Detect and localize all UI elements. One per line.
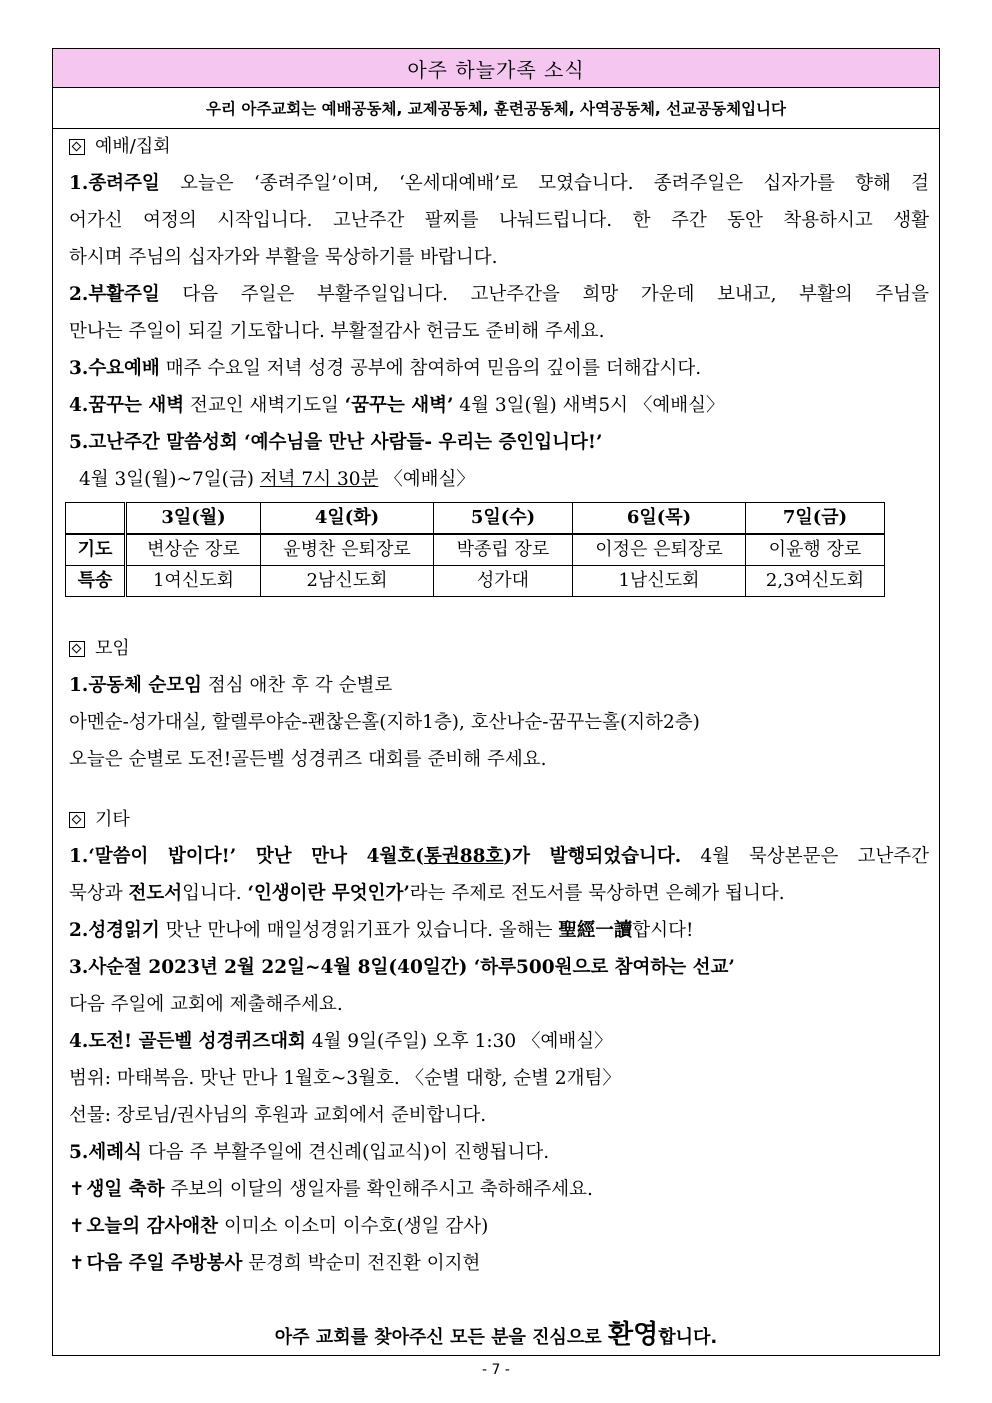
item-text: 문경희 박순미 전진환 이지현 [242, 1253, 481, 1274]
section-meeting-heading [69, 631, 929, 667]
item-quote: ‘인생이란 무엇인가’ [247, 883, 410, 904]
welcome-text: 합니다. [658, 1327, 718, 1348]
item-label: 1.종려주일 [69, 173, 160, 194]
day-header: 4일(화) [261, 503, 434, 535]
kitchen-service-notice [69, 1245, 929, 1282]
worship-item-5: 5.고난주간 말씀성회 ‘예수님을 만난 사람들- 우리는 증인입니다!’ [69, 432, 603, 453]
item-text: 합시다! [632, 920, 694, 941]
item-emphasis: 聖經一讀 [558, 920, 633, 941]
cross-icon: ✝ [69, 1216, 85, 1237]
section-worship-heading [69, 129, 929, 165]
birthday-notice [69, 1171, 929, 1208]
page-title: 아주 하늘가족 소식 [53, 49, 939, 88]
event-time: 저녁 7시 30분 [259, 469, 379, 490]
day-header: 6일(목) [573, 503, 746, 535]
item-label: 4.꿈꾸는 새벽 [69, 395, 185, 416]
diamond-bullet-icon [69, 641, 85, 657]
item-text: 전교인 새벽기도일 [184, 395, 345, 416]
item-text: 이미소 이소미 이수호(생일 감사) [218, 1216, 489, 1237]
worship-item-1-line-3: 하시며 주님의 십자가와 부활을 묵상하기를 바랍니다. [69, 247, 498, 268]
item-label: 4.도전! 골든벨 성경퀴즈대회 [69, 1031, 306, 1052]
row-label: 기도 [66, 534, 126, 566]
section-etc-heading [69, 802, 929, 838]
table-cell: 이정은 은퇴장로 [573, 534, 746, 566]
item-text: 묵상과 [69, 883, 129, 904]
item-label: 1.공동체 순모임 [69, 675, 202, 696]
worship-item-5-date [69, 461, 929, 498]
item-label: 5.세례식 [69, 1142, 142, 1163]
day-header: 5일(수) [434, 503, 573, 535]
item-label: 오늘의 감사애찬 [86, 1216, 219, 1237]
item-text: 4월 9일(주일) 오후 1:30 〈예배실〉 [305, 1031, 613, 1052]
worship-item-1-line-1 [69, 165, 929, 202]
etc-item-3: 3.사순절 2023년 2월 22일~4월 8일(40일간) ‘하루500원으로 참여하는 선교’ [69, 957, 735, 978]
item-label: )가 발행되었습니다. [503, 846, 682, 867]
welcome-text: 아주 교회를 찾아주신 모든 분을 진심으로 [274, 1327, 608, 1348]
etc-item-1-line-1 [69, 838, 929, 875]
item-text: 입니다. [182, 883, 248, 904]
welcome-emphasis: 환영 [607, 1320, 659, 1350]
item-label: 2.성경읽기 [69, 920, 160, 941]
item-emphasis: 전도서 [128, 883, 183, 904]
etc-item-4-line-3: 선물: 장로님/권사님의 후원과 교회에서 준비합니다. [69, 1105, 487, 1126]
item-text: 4월 3일(월) 새벽5시 〈예배실〉 [453, 395, 725, 416]
section-title: 모임 [95, 638, 130, 659]
item-text: 라는 주제로 전도서를 묵상하면 은혜가 됩니다. [409, 883, 785, 904]
day-header: 7일(금) [746, 503, 885, 535]
item-label: 다음 주일 주방봉사 [86, 1253, 243, 1274]
item-text: 다음 주일은 부활주일입니다. 고난주간을 희망 가운데 보내고, 부활의 주님을 [159, 284, 929, 305]
item-quote: ‘꿈꾸는 새벽’ [344, 395, 454, 416]
welcome-message [53, 1314, 939, 1351]
table-cell: 2남신도회 [261, 566, 434, 597]
meeting-line-3: 오늘은 순별로 도전!골든벨 성경퀴즈 대회를 준비해 주세요. [69, 749, 547, 770]
item-label: 2.부활주일 [69, 284, 160, 305]
issue-number: 통권88호 [424, 846, 504, 867]
meeting-line-2: 아멘순-성가대실, 할렐루야순-괜찮은홀(지하1층), 호산나순-꿈꾸는홀(지하2층) [69, 712, 700, 733]
etc-item-3-line-2: 다음 주일에 교회에 제출해주세요. [69, 994, 343, 1015]
worship-item-4 [69, 387, 929, 424]
section-title: 예배/집회 [95, 136, 171, 157]
worship-item-2-line-1 [69, 276, 929, 313]
table-cell: 1여신도회 [126, 566, 261, 597]
diamond-bullet-icon [69, 139, 85, 155]
event-date: 4월 3일(월)~7일(금) [79, 469, 260, 490]
schedule-row-special-song [66, 566, 885, 597]
table-cell: 윤병찬 은퇴장로 [261, 534, 434, 566]
worship-item-3 [69, 350, 929, 387]
bulletin-content [53, 129, 939, 1282]
item-text: 점심 애찬 후 각 순별로 [201, 675, 393, 696]
item-text: 매주 수요일 저녁 성경 공부에 참여하여 믿음의 깊이를 더해갑시다. [159, 358, 702, 379]
item-label: 1.‘말씀이 밥이다!’ 맛난 만나 4월호( [69, 846, 425, 867]
section-title: 기타 [95, 809, 130, 830]
etc-item-1-line-2 [69, 875, 929, 912]
bulletin-frame [52, 48, 940, 1356]
worship-item-2-line-2: 만나는 주일이 되길 기도합니다. 부활절감사 헌금도 준비해 주세요. [69, 321, 605, 342]
etc-item-2 [69, 912, 929, 949]
cross-icon: ✝ [69, 1253, 85, 1274]
thanks-meal-notice [69, 1208, 929, 1245]
etc-item-4-line-2: 범위: 마태복음. 맛난 만나 1월호~3월호. 〈순별 대항, 순별 2개팀〉 [69, 1068, 621, 1089]
page-number: - 7 - [482, 1362, 510, 1378]
item-text: 오늘은 ‘종려주일’이며, ‘온세대예배’로 모였습니다. 종려주일은 십자가를 향해 걸 [159, 173, 929, 194]
etc-item-5 [69, 1134, 929, 1171]
worship-item-1-line-2: 어가신 여정의 시작입니다. 고난주간 팔찌를 나눠드립니다. 한 주간 동안 착용하시고 생활 [69, 210, 929, 231]
schedule-row-prayer [66, 534, 885, 566]
table-cell: 성가대 [434, 566, 573, 597]
table-cell: 박종립 장로 [434, 534, 573, 566]
meeting-item-1 [69, 667, 929, 704]
day-header: 3일(월) [126, 503, 261, 535]
spacer [69, 778, 929, 802]
table-cell: 이윤행 장로 [746, 534, 885, 566]
item-text: 다음 주 부활주일에 견신례(입교식)이 진행됩니다. [141, 1142, 550, 1163]
schedule-table [65, 502, 885, 597]
table-cell: 2,3여신도회 [746, 566, 885, 597]
event-place: 〈예배실〉 [378, 469, 475, 490]
etc-item-4 [69, 1023, 929, 1060]
cross-icon: ✝ [69, 1179, 85, 1200]
item-text: 맛난 만나에 매일성경읽기표가 있습니다. 올해는 [159, 920, 559, 941]
header-corner-cell [66, 503, 126, 535]
item-label: 생일 축하 [86, 1179, 165, 1200]
table-cell: 1남신도회 [573, 566, 746, 597]
table-cell: 변상순 장로 [126, 534, 261, 566]
church-motto: 우리 아주교회는 예배공동체, 교제공동체, 훈련공동체, 사역공동체, 선교공동체입니다 [53, 88, 939, 129]
item-label: 3.수요예배 [69, 358, 160, 379]
row-label: 특송 [66, 566, 126, 597]
diamond-bullet-icon [69, 812, 85, 828]
item-text: 4월 묵상본문은 고난주간 [681, 846, 929, 867]
schedule-header-row [66, 503, 885, 535]
item-text: 주보의 이달의 생일자를 확인해주시고 축하해주세요. [164, 1179, 593, 1200]
spacer [69, 597, 929, 631]
